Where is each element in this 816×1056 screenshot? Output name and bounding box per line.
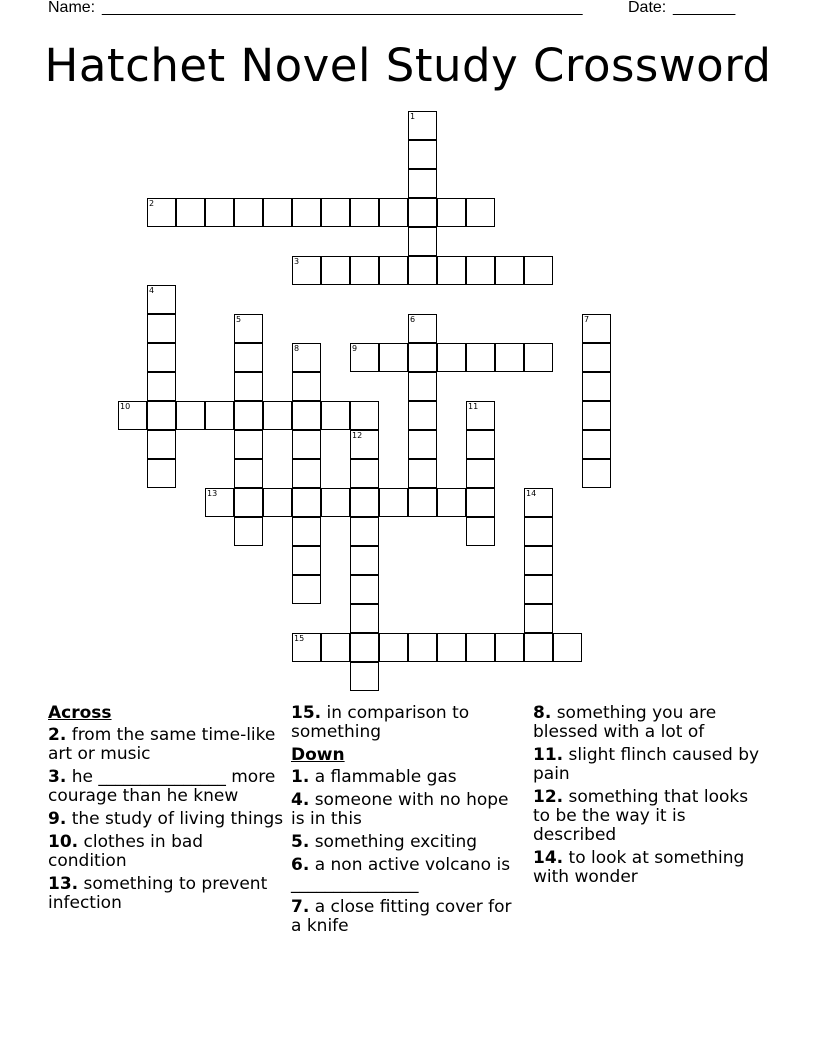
grid-cell[interactable] bbox=[118, 401, 147, 430]
grid-cell[interactable] bbox=[466, 401, 495, 430]
grid-cell[interactable] bbox=[147, 314, 176, 343]
grid-cell[interactable] bbox=[263, 198, 292, 227]
clue-number: 6. bbox=[291, 855, 310, 875]
grid-cell[interactable] bbox=[292, 633, 321, 662]
grid-cell[interactable] bbox=[292, 256, 321, 285]
grid-cell[interactable] bbox=[437, 633, 466, 662]
grid-cell[interactable] bbox=[408, 372, 437, 401]
grid-cell[interactable] bbox=[524, 546, 553, 575]
clue-text: something exciting bbox=[314, 832, 478, 852]
clue-number: 7. bbox=[291, 897, 310, 917]
grid-cell[interactable] bbox=[350, 401, 379, 430]
clue-across-15 bbox=[291, 704, 527, 742]
grid-cell[interactable] bbox=[582, 430, 611, 459]
clue-number: 3. bbox=[48, 767, 67, 787]
grid-cell[interactable] bbox=[495, 633, 524, 662]
grid-cell[interactable] bbox=[292, 401, 321, 430]
grid-cell[interactable] bbox=[466, 459, 495, 488]
grid-cell[interactable] bbox=[582, 314, 611, 343]
grid-cell[interactable] bbox=[408, 401, 437, 430]
cell-clue-number: 13 bbox=[207, 489, 218, 498]
grid-cell[interactable] bbox=[321, 198, 350, 227]
grid-cell[interactable] bbox=[408, 198, 437, 227]
clue-number: 14. bbox=[533, 848, 564, 868]
grid-cell[interactable] bbox=[263, 488, 292, 517]
clue-text: something to prevent infection bbox=[48, 874, 268, 913]
grid-cell[interactable] bbox=[147, 430, 176, 459]
grid-cell[interactable] bbox=[582, 459, 611, 488]
grid-cell[interactable] bbox=[408, 169, 437, 198]
grid-cell[interactable] bbox=[147, 285, 176, 314]
cell-clue-number: 11 bbox=[468, 402, 479, 411]
clue-column-2 bbox=[291, 704, 527, 940]
grid-cell[interactable] bbox=[292, 343, 321, 372]
grid-cell[interactable] bbox=[582, 372, 611, 401]
grid-cell[interactable] bbox=[350, 459, 379, 488]
page-title: Hatchet Novel Study Crossword bbox=[44, 39, 772, 92]
grid-cell[interactable] bbox=[350, 517, 379, 546]
grid-cell[interactable] bbox=[234, 343, 263, 372]
clue-across-3 bbox=[48, 768, 284, 806]
grid-cell[interactable] bbox=[466, 256, 495, 285]
grid-cell[interactable] bbox=[321, 256, 350, 285]
grid-cell[interactable] bbox=[408, 227, 437, 256]
clue-number: 8. bbox=[533, 703, 552, 723]
grid-cell[interactable] bbox=[292, 198, 321, 227]
grid-cell[interactable] bbox=[408, 633, 437, 662]
grid-cell[interactable] bbox=[176, 198, 205, 227]
grid-cell[interactable] bbox=[582, 401, 611, 430]
clue-down-1 bbox=[291, 768, 527, 787]
grid-cell[interactable] bbox=[234, 459, 263, 488]
grid-cell[interactable] bbox=[321, 488, 350, 517]
grid-cell[interactable] bbox=[408, 488, 437, 517]
clue-text: the study of living things bbox=[71, 809, 284, 829]
grid-cell[interactable] bbox=[147, 198, 176, 227]
grid-cell[interactable] bbox=[437, 488, 466, 517]
grid-cell[interactable] bbox=[234, 401, 263, 430]
clue-down-12 bbox=[533, 788, 769, 845]
clue-text: he _______________ more courage than he knew bbox=[48, 767, 276, 806]
clue-number: 1. bbox=[291, 767, 310, 787]
grid-cell[interactable] bbox=[466, 488, 495, 517]
grid-cell[interactable] bbox=[292, 459, 321, 488]
cell-clue-number: 6 bbox=[410, 315, 416, 324]
clue-down-7 bbox=[291, 898, 527, 936]
clue-text: a flammable gas bbox=[314, 767, 457, 787]
grid-cell[interactable] bbox=[466, 633, 495, 662]
grid-cell[interactable] bbox=[524, 343, 553, 372]
grid-cell[interactable] bbox=[379, 256, 408, 285]
cell-clue-number: 7 bbox=[584, 315, 590, 324]
grid-cell[interactable] bbox=[147, 459, 176, 488]
grid-cell[interactable] bbox=[234, 372, 263, 401]
clue-text: something you are blessed with a lot of bbox=[533, 703, 717, 742]
grid-cell[interactable] bbox=[466, 430, 495, 459]
cell-clue-number: 14 bbox=[526, 489, 537, 498]
grid-cell[interactable] bbox=[234, 430, 263, 459]
grid-cell[interactable] bbox=[408, 459, 437, 488]
cell-clue-number: 4 bbox=[149, 286, 155, 295]
cell-clue-number: 10 bbox=[120, 402, 131, 411]
clue-number: 2. bbox=[48, 725, 67, 745]
clue-number: 5. bbox=[291, 832, 310, 852]
clue-across-13 bbox=[48, 875, 284, 913]
grid-cell[interactable] bbox=[147, 372, 176, 401]
clue-text: someone with no hope is in this bbox=[291, 790, 509, 829]
grid-cell[interactable] bbox=[524, 488, 553, 517]
clue-across-10 bbox=[48, 833, 284, 871]
grid-cell[interactable] bbox=[350, 546, 379, 575]
clue-text: something that looks to be the way it is described bbox=[533, 787, 749, 845]
clue-number: 15. bbox=[291, 703, 322, 723]
clue-number: 4. bbox=[291, 790, 310, 810]
grid-cell[interactable] bbox=[524, 256, 553, 285]
clue-column-1 bbox=[48, 704, 284, 917]
grid-cell[interactable] bbox=[147, 343, 176, 372]
clue-number: 9. bbox=[48, 809, 67, 829]
clue-down-14 bbox=[533, 849, 769, 887]
grid-cell[interactable] bbox=[263, 401, 292, 430]
grid-cell[interactable] bbox=[205, 488, 234, 517]
clue-text: in comparison to something bbox=[291, 703, 470, 742]
grid-cell[interactable] bbox=[379, 633, 408, 662]
grid-cell[interactable] bbox=[379, 343, 408, 372]
cell-clue-number: 3 bbox=[294, 257, 300, 266]
clue-down-8 bbox=[533, 704, 769, 742]
cell-clue-number: 9 bbox=[352, 344, 358, 353]
grid-cell[interactable] bbox=[437, 198, 466, 227]
down-heading: Down bbox=[291, 745, 345, 765]
grid-cell[interactable] bbox=[408, 430, 437, 459]
clue-number: 11. bbox=[533, 745, 564, 765]
grid-cell[interactable] bbox=[553, 633, 582, 662]
clue-down-5 bbox=[291, 833, 527, 852]
cell-clue-number: 2 bbox=[149, 199, 155, 208]
grid-cell[interactable] bbox=[176, 401, 205, 430]
grid-cell[interactable] bbox=[205, 198, 234, 227]
date-label: Date: bbox=[628, 0, 667, 16]
grid-cell[interactable] bbox=[408, 140, 437, 169]
clue-number: 10. bbox=[48, 832, 79, 852]
grid-cell[interactable] bbox=[292, 372, 321, 401]
header bbox=[48, 0, 768, 20]
clue-down-11 bbox=[533, 746, 769, 784]
grid-cell[interactable] bbox=[321, 633, 350, 662]
grid-cell[interactable] bbox=[321, 401, 350, 430]
grid-cell[interactable] bbox=[234, 314, 263, 343]
grid-cell[interactable] bbox=[350, 343, 379, 372]
grid-cell[interactable] bbox=[350, 488, 379, 517]
clue-down-4 bbox=[291, 791, 527, 829]
date-field[interactable]: _______ bbox=[673, 0, 736, 16]
grid-cell[interactable] bbox=[466, 343, 495, 372]
grid-cell[interactable] bbox=[379, 488, 408, 517]
clue-column-3 bbox=[533, 704, 769, 891]
clue-number: 12. bbox=[533, 787, 564, 807]
grid-cell[interactable] bbox=[292, 488, 321, 517]
grid-cell[interactable] bbox=[234, 198, 263, 227]
grid-cell[interactable] bbox=[350, 430, 379, 459]
name-field[interactable]: ______________________________________________________ bbox=[102, 0, 583, 16]
grid-cell[interactable] bbox=[582, 343, 611, 372]
grid-cell[interactable] bbox=[437, 256, 466, 285]
grid-cell[interactable] bbox=[350, 575, 379, 604]
clue-text: a close fitting cover for a knife bbox=[291, 897, 512, 936]
clue-across-2 bbox=[48, 726, 284, 764]
grid-cell[interactable] bbox=[292, 575, 321, 604]
grid-cell[interactable] bbox=[524, 517, 553, 546]
grid-cell[interactable] bbox=[466, 198, 495, 227]
cell-clue-number: 12 bbox=[352, 431, 363, 440]
across-heading: Across bbox=[48, 703, 112, 723]
clue-text: a non active volcano is _______________ bbox=[291, 855, 511, 894]
grid-cell[interactable] bbox=[350, 198, 379, 227]
grid-cell[interactable] bbox=[147, 401, 176, 430]
clue-down-6 bbox=[291, 856, 527, 894]
clue-across-9 bbox=[48, 810, 284, 829]
grid-cell[interactable] bbox=[466, 517, 495, 546]
grid-cell[interactable] bbox=[408, 314, 437, 343]
grid-cell[interactable] bbox=[408, 111, 437, 140]
grid-cell[interactable] bbox=[408, 343, 437, 372]
clue-text: clothes in bad condition bbox=[48, 832, 204, 871]
clue-number: 13. bbox=[48, 874, 79, 894]
cell-clue-number: 1 bbox=[410, 112, 416, 121]
grid-cell[interactable] bbox=[495, 343, 524, 372]
grid-cell[interactable] bbox=[379, 198, 408, 227]
cell-clue-number: 15 bbox=[294, 634, 305, 643]
grid-cell[interactable] bbox=[495, 256, 524, 285]
grid-cell[interactable] bbox=[350, 604, 379, 633]
clue-text: to look at something with wonder bbox=[533, 848, 745, 887]
grid-cell[interactable] bbox=[408, 256, 437, 285]
name-label: Name: bbox=[48, 0, 96, 16]
grid-cell[interactable] bbox=[524, 575, 553, 604]
grid-cell[interactable] bbox=[437, 343, 466, 372]
grid-cell[interactable] bbox=[234, 517, 263, 546]
grid-cell[interactable] bbox=[292, 517, 321, 546]
grid-cell[interactable] bbox=[524, 633, 553, 662]
grid-cell[interactable] bbox=[292, 546, 321, 575]
grid-cell[interactable] bbox=[350, 662, 379, 691]
grid-cell[interactable] bbox=[205, 401, 234, 430]
grid-cell[interactable] bbox=[350, 633, 379, 662]
grid-cell[interactable] bbox=[234, 488, 263, 517]
cell-clue-number: 5 bbox=[236, 315, 242, 324]
clue-text: from the same time-like art or music bbox=[48, 725, 276, 764]
grid-cell[interactable] bbox=[350, 256, 379, 285]
grid-cell[interactable] bbox=[292, 430, 321, 459]
clue-text: slight flinch caused by pain bbox=[533, 745, 760, 784]
grid-cell[interactable] bbox=[524, 604, 553, 633]
cell-clue-number: 8 bbox=[294, 344, 300, 353]
